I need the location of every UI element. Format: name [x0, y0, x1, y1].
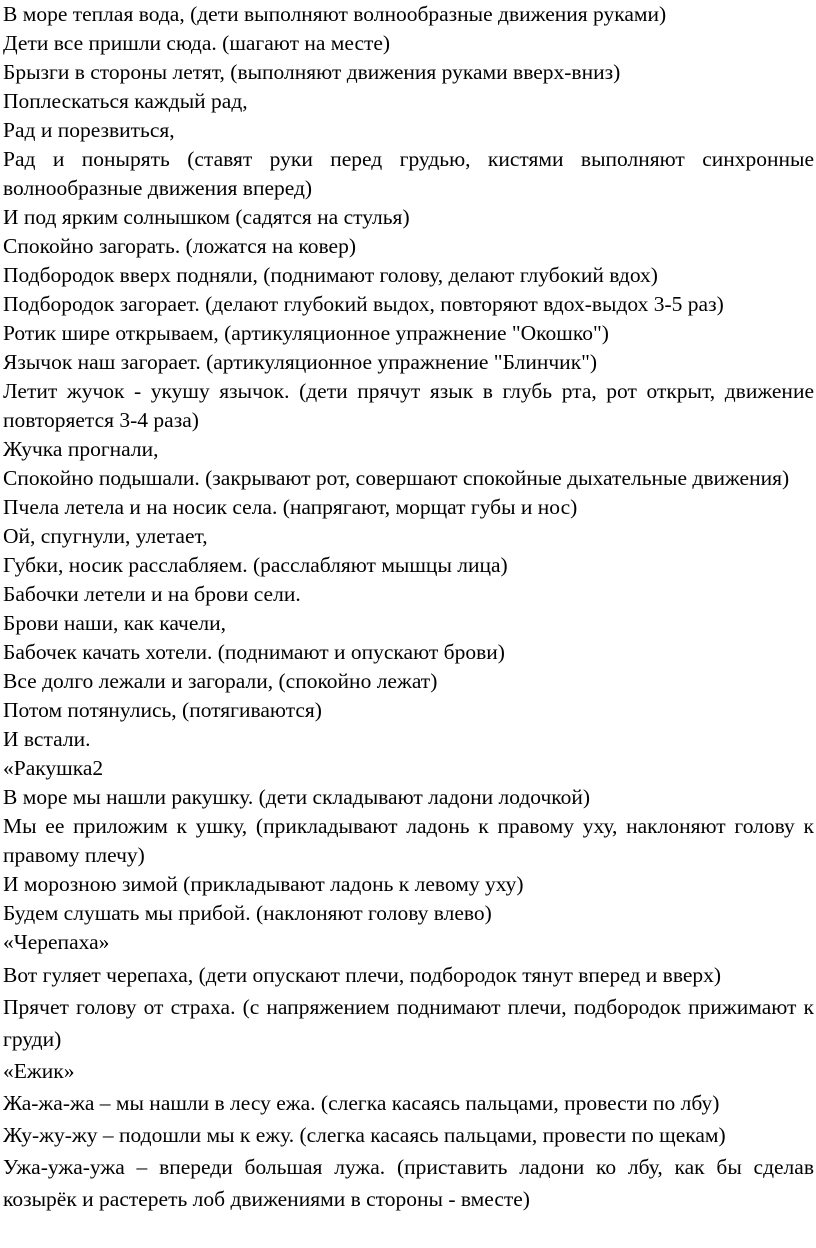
- text-line: Бабочек качать хотели. (поднимают и опускают брови): [3, 640, 505, 664]
- text-line: Спокойно загорать. (ложатся на ковер): [3, 234, 357, 258]
- text-line: Дети все пришли сюда. (шагают на месте): [3, 31, 391, 55]
- text-line: Язычок наш загорает. (артикуляционное упражнение "Блинчик"): [3, 350, 598, 374]
- section-heading: «Ракушка2: [3, 756, 104, 780]
- text-line: В море мы нашли ракушку. (дети складывают ладони лодочкой): [3, 785, 591, 809]
- text-line: В море теплая вода, (дети выполняют волнообразные движения руками): [3, 2, 667, 26]
- section-heading: «Черепаха»: [3, 930, 110, 954]
- text-line: И встали.: [3, 727, 91, 751]
- text-line: Ой, спугнули, улетает,: [3, 524, 208, 548]
- section-heading: «Ежик»: [3, 1059, 75, 1083]
- text-paragraph: Подбородок загорает. (делают глубокий выдох, повторяют вдох-выдох 3-5 раз): [3, 292, 724, 316]
- text-line: Поплескаться каждый рад,: [3, 89, 248, 113]
- text-paragraph: Рад и понырять (ставят руки перед грудью, кистями выполняют синхронные волнообразные движения вперед): [3, 147, 814, 200]
- text-paragraph: Прячет голову от страха. (с напряжением поднимают плечи, подбородок прижимают к груди): [3, 995, 814, 1051]
- text-line: Жучка прогнали,: [3, 437, 159, 461]
- text-line: Вот гуляет черепаха, (дети опускают плечи, подбородок тянут вперед и вверх): [3, 963, 722, 987]
- text-line: Брызги в стороны летят, (выполняют движения руками вверх-вниз): [3, 60, 621, 84]
- text-paragraph: Спокойно подышали. (закрывают рот, совершают спокойные дыхательные движения): [3, 466, 790, 490]
- text-line: Подбородок вверх подняли, (поднимают голову, делают глубокий вдох): [3, 263, 658, 287]
- text-line: Брови наши, как качели,: [3, 611, 226, 635]
- text-paragraph: Летит жучок - укушу язычок. (дети прячут язык в глубь рта, рот открыт, движение повторяется 3-4 раза): [3, 379, 814, 432]
- text-paragraph: Мы ее приложим к ушку, (прикладывают ладонь к правому уху, наклоняют голову к правому плечу): [3, 814, 814, 867]
- text-paragraph: Ужа-ужа-ужа – впереди большая лужа. (приставить ладони ко лбу, как бы сделав козырёк и растереть лоб движениями в стороны - вместе): [3, 1155, 814, 1211]
- text-line: Пчела летела и на носик села. (напрягают, морщат губы и нос): [3, 495, 578, 519]
- text-line: Потом потянулись, (потягиваются): [3, 698, 322, 722]
- text-line: Жа-жа-жа – мы нашли в лесу ежа. (слегка касаясь пальцами, провести по лбу): [3, 1091, 720, 1115]
- text-line: Будем слушать мы прибой. (наклоняют голову влево): [3, 901, 492, 925]
- text-line: И морозною зимой (прикладывают ладонь к левому уху): [3, 872, 524, 896]
- text-line: И под ярким солнышком (садятся на стулья): [3, 205, 410, 229]
- text-line: Жу-жу-жу – подошли мы к ежу. (слегка касаясь пальцами, провести по щекам): [3, 1123, 726, 1147]
- text-line: Бабочки летели и на брови сели.: [3, 582, 301, 606]
- text-line: Губки, носик расслабляем. (расслабляют мышцы лица): [3, 553, 508, 577]
- text-line: Рад и порезвиться,: [3, 118, 175, 142]
- text-line: Все долго лежали и загорали, (спокойно лежат): [3, 669, 438, 693]
- text-line: Ротик шире открываем, (артикуляционное упражнение "Окошко"): [3, 321, 609, 345]
